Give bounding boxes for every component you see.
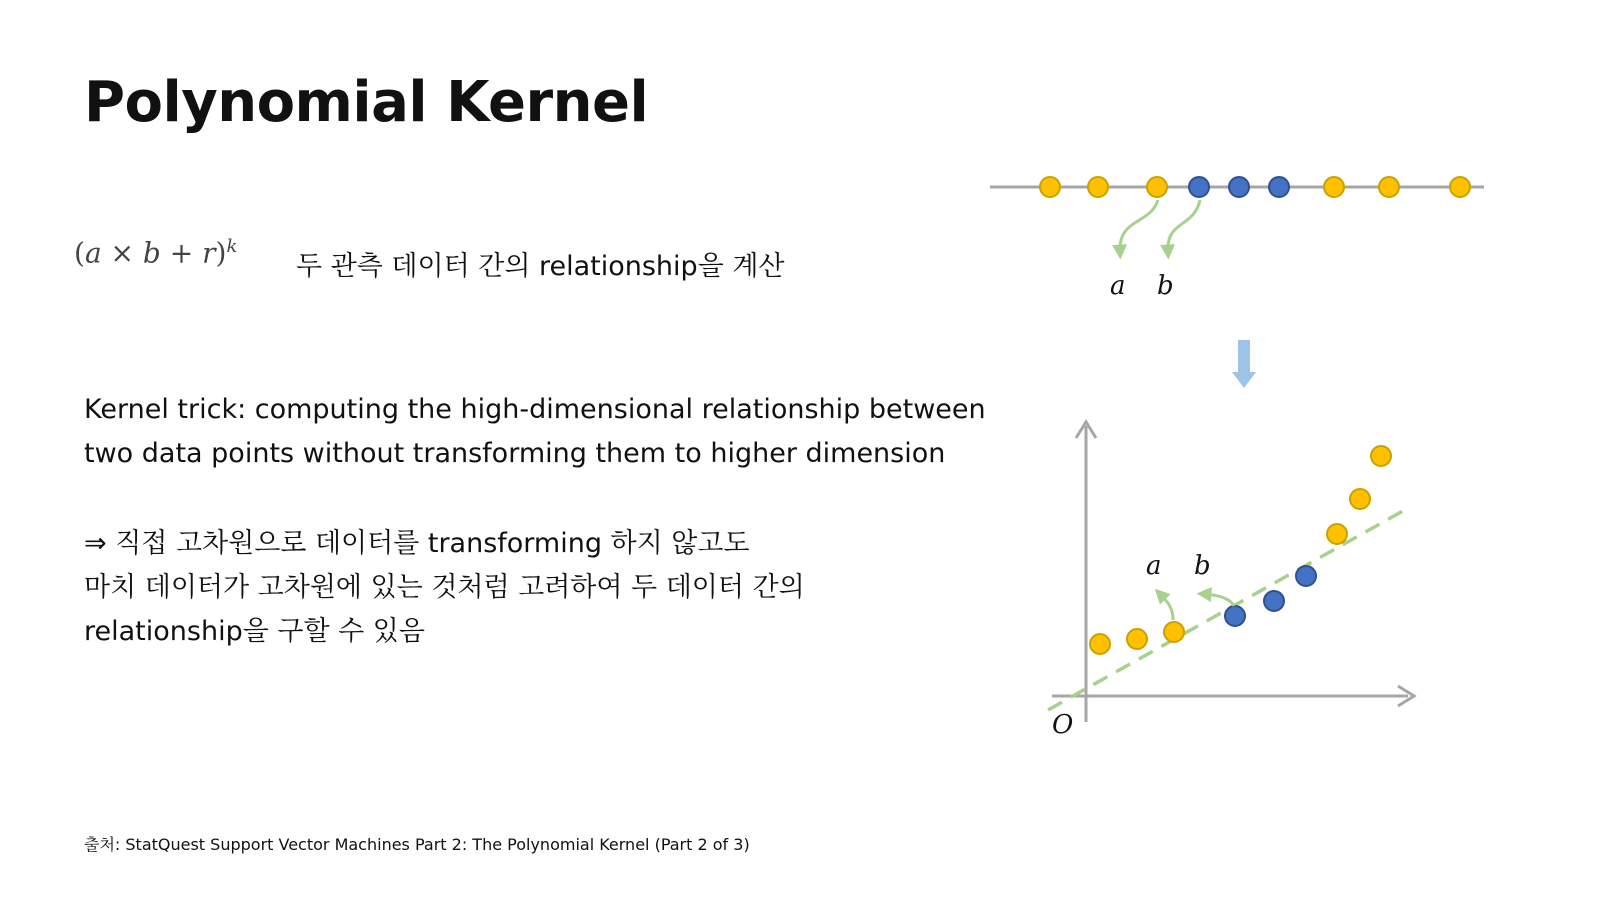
- korean-line-2: 마치 데이터가 고차원에 있는 것처럼 고려하여 두 데이터 간의: [84, 572, 805, 603]
- down-arrow-icon: [1232, 340, 1256, 388]
- formula-a: a: [84, 236, 102, 270]
- kernel-trick-line-1: Kernel trick: computing the high-dimensional relationship between: [84, 394, 986, 425]
- formula-k: k: [226, 236, 238, 257]
- korean-explanation: [84, 522, 805, 654]
- number-line-point-blue: [1229, 177, 1249, 197]
- polynomial-kernel-formula: $(a \times b + r)^k$: [74, 236, 238, 270]
- page-title: Polynomial Kernel: [84, 70, 649, 135]
- formula-r: r: [202, 236, 216, 270]
- korean-line-1: ⇒ 직접 고차원으로 데이터를 transforming 하지 않고도: [84, 528, 750, 559]
- scatter-point-yellow: [1127, 629, 1147, 649]
- scatter-point-yellow: [1090, 634, 1110, 654]
- korean-line-3: relationship을 구할 수 있음: [84, 616, 425, 647]
- scatter-point-yellow: [1327, 524, 1347, 544]
- label-a-scatter: a: [1146, 551, 1162, 581]
- origin-label: O: [1052, 710, 1074, 740]
- formula-b: b: [142, 236, 161, 270]
- curved-arrow-b-top: [1168, 200, 1200, 252]
- label-b-scatter: b: [1194, 551, 1211, 581]
- number-line-point-yellow: [1450, 177, 1470, 197]
- source-citation: 출처: StatQuest Support Vector Machines Part 2: The Polynomial Kernel (Part 2 of 3): [84, 835, 750, 854]
- scatter-point-blue: [1225, 606, 1245, 626]
- kernel-trick-line-2: two data points without transforming them to higher dimension: [84, 438, 946, 469]
- formula-plus: +: [169, 236, 194, 270]
- scatter-points: [1090, 446, 1391, 654]
- number-line-point-yellow: [1324, 177, 1344, 197]
- kernel-diagram: [990, 150, 1520, 750]
- number-line-point-blue: [1269, 177, 1289, 197]
- number-line-point-blue: [1189, 177, 1209, 197]
- number-line-point-yellow: [1379, 177, 1399, 197]
- scatter-point-yellow: [1350, 489, 1370, 509]
- curved-arrow-b-scatter: [1204, 594, 1234, 606]
- curved-arrow-a-top: [1120, 200, 1158, 252]
- number-line-point-yellow: [1040, 177, 1060, 197]
- number-line-point-yellow: [1088, 177, 1108, 197]
- scatter-point-yellow: [1371, 446, 1391, 466]
- scatter-point-yellow: [1164, 622, 1184, 642]
- formula-description: 두 관측 데이터 간의 relationship을 계산: [296, 251, 785, 282]
- curved-arrow-a-scatter: [1160, 594, 1173, 620]
- kernel-trick-text: [84, 388, 986, 476]
- label-a-top: a: [1110, 271, 1126, 301]
- formula-times: ×: [110, 236, 135, 270]
- scatter-point-blue: [1296, 566, 1316, 586]
- number-line-point-yellow: [1147, 177, 1167, 197]
- label-b-top: b: [1157, 271, 1174, 301]
- scatter-point-blue: [1264, 591, 1284, 611]
